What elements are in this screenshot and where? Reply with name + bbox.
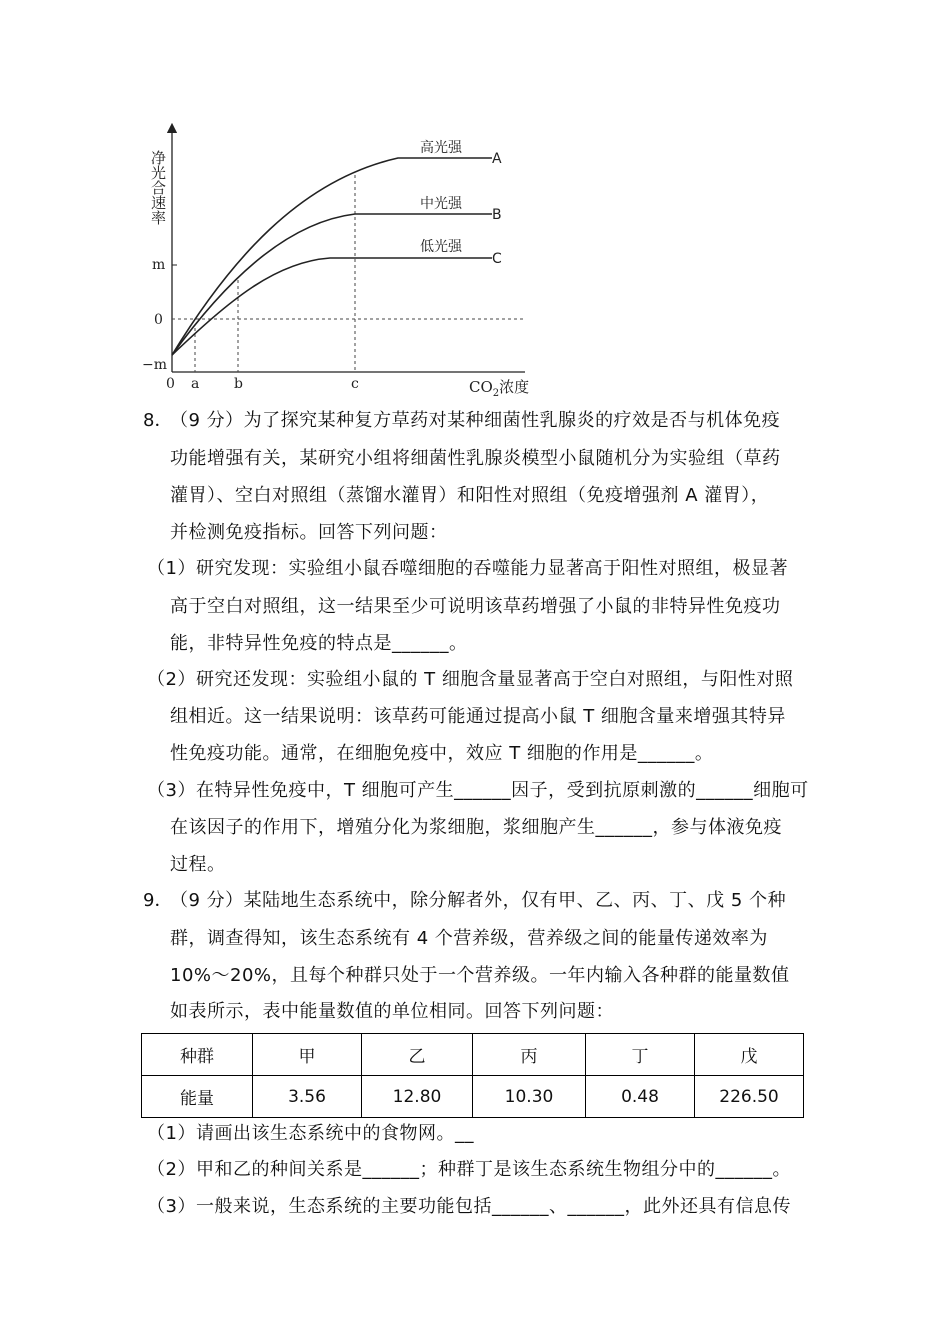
q9-line2: 群，调查得知，该生态系统有 4 个营养级，营养级之间的能量传递效率为 <box>170 928 768 949</box>
table-row <box>142 1034 804 1076</box>
y-tick-zero: 0 <box>154 312 163 328</box>
curve-low-light <box>172 258 492 355</box>
q8-sub3-line1: （3）在特异性免疫中，T 细胞可产生______因子，受到抗原刺激的______细胞可 <box>147 780 809 801</box>
q8-line2: 功能增强有关，某研究小组将细菌性乳腺炎模型小鼠随机分为实验组（草药 <box>170 448 781 469</box>
q8-line3: 灌胃）、空白对照组（蒸馏水灌胃）和阳性对照组（免疫增强剂 A 灌胃）， <box>170 485 770 506</box>
series-letter-c: C <box>492 251 502 267</box>
q8-line4: 并检测免疫指标。回答下列问题： <box>170 522 448 543</box>
table-cell: 12.80 <box>362 1076 473 1118</box>
table-header-cell: 丁 <box>586 1034 695 1076</box>
x-axis-label: $CO_2$浓度 <box>469 378 530 399</box>
table-cell: 0.48 <box>586 1076 695 1118</box>
x-tick-c: c <box>351 376 359 392</box>
x-tick-b: b <box>234 376 243 392</box>
table-cell: 10.30 <box>473 1076 586 1118</box>
q9-line3: 10%～20%，且每个种群只处于一个营养级。一年内输入各种群的能量数值 <box>170 965 790 986</box>
q8-sub2-line3: 性免疫功能。通常，在细胞免疫中，效应 T 细胞的作用是______。 <box>170 743 714 764</box>
q8-sub1-line1: （1）研究发现：实验组小鼠吞噬细胞的吞噬能力显著高于阳性对照组，极显著 <box>147 558 788 579</box>
q9-line4: 如表所示，表中能量数值的单位相同。回答下列问题： <box>170 1001 614 1022</box>
q8-number: 8． <box>143 410 173 431</box>
series-label-high: 高光强 <box>420 140 462 156</box>
table-header-cell: 乙 <box>362 1034 473 1076</box>
q9-line1: （9 分）某陆地生态系统中，除分解者外，仅有甲、乙、丙、丁、戊 5 个种 <box>170 890 787 911</box>
q9-sub3: （3）一般来说，生态系统的主要功能包括______、______，此外还具有信息传 <box>147 1196 791 1217</box>
q9-sub2: （2）甲和乙的种间关系是______；种群丁是该生态系统生物组分中的______。 <box>147 1159 791 1180</box>
q8-sub1-line2: 高于空白对照组，这一结果至少可说明该草药增强了小鼠的非特异性免疫功 <box>170 596 781 617</box>
q9-number: 9． <box>143 890 173 911</box>
series-letter-b: B <box>492 207 502 223</box>
series-label-medium: 中光强 <box>420 196 462 212</box>
table-cell: 3.56 <box>253 1076 362 1118</box>
q8-sub3-line2: 在该因子的作用下，增殖分化为浆细胞，浆细胞产生______，参与体液免疫 <box>170 817 782 838</box>
table-cell: 226.50 <box>695 1076 804 1118</box>
table-header-cell: 种群 <box>142 1034 253 1076</box>
table-header-cell: 戊 <box>695 1034 804 1076</box>
x-tick-origin: 0 <box>166 376 175 392</box>
q8-sub3-line3: 过程。 <box>170 854 226 875</box>
curve-high-light <box>172 158 492 355</box>
table-cell: 能量 <box>142 1076 253 1118</box>
photosynthesis-chart <box>120 110 540 400</box>
q8-sub1-line3: 能，非特异性免疫的特点是______。 <box>170 633 468 654</box>
q8-sub2-line1: （2）研究还发现：实验组小鼠的 T 细胞含量显著高于空白对照组，与阳性对照 <box>147 669 794 690</box>
q8-line1: （9 分）为了探究某种复方草药对某种细菌性乳腺炎的疗效是否与机体免疫 <box>170 410 781 431</box>
y-axis-label: 净光合速率 <box>149 150 167 225</box>
series-letter-a: A <box>492 151 502 167</box>
table-header-cell: 甲 <box>253 1034 362 1076</box>
x-tick-a: a <box>191 376 200 392</box>
q8-sub2-line2: 组相近。这一结果说明：该草药可能通过提高小鼠 T 细胞含量来增强其特异 <box>170 706 786 727</box>
y-tick-neg-m: −m <box>142 357 168 373</box>
energy-table <box>141 1033 804 1118</box>
y-tick-m: m <box>152 257 166 273</box>
table-header-cell: 丙 <box>473 1034 586 1076</box>
series-label-low: 低光强 <box>420 239 462 255</box>
q9-sub1: （1）请画出该生态系统中的食物网。__ <box>147 1123 474 1144</box>
table-row <box>142 1076 804 1118</box>
